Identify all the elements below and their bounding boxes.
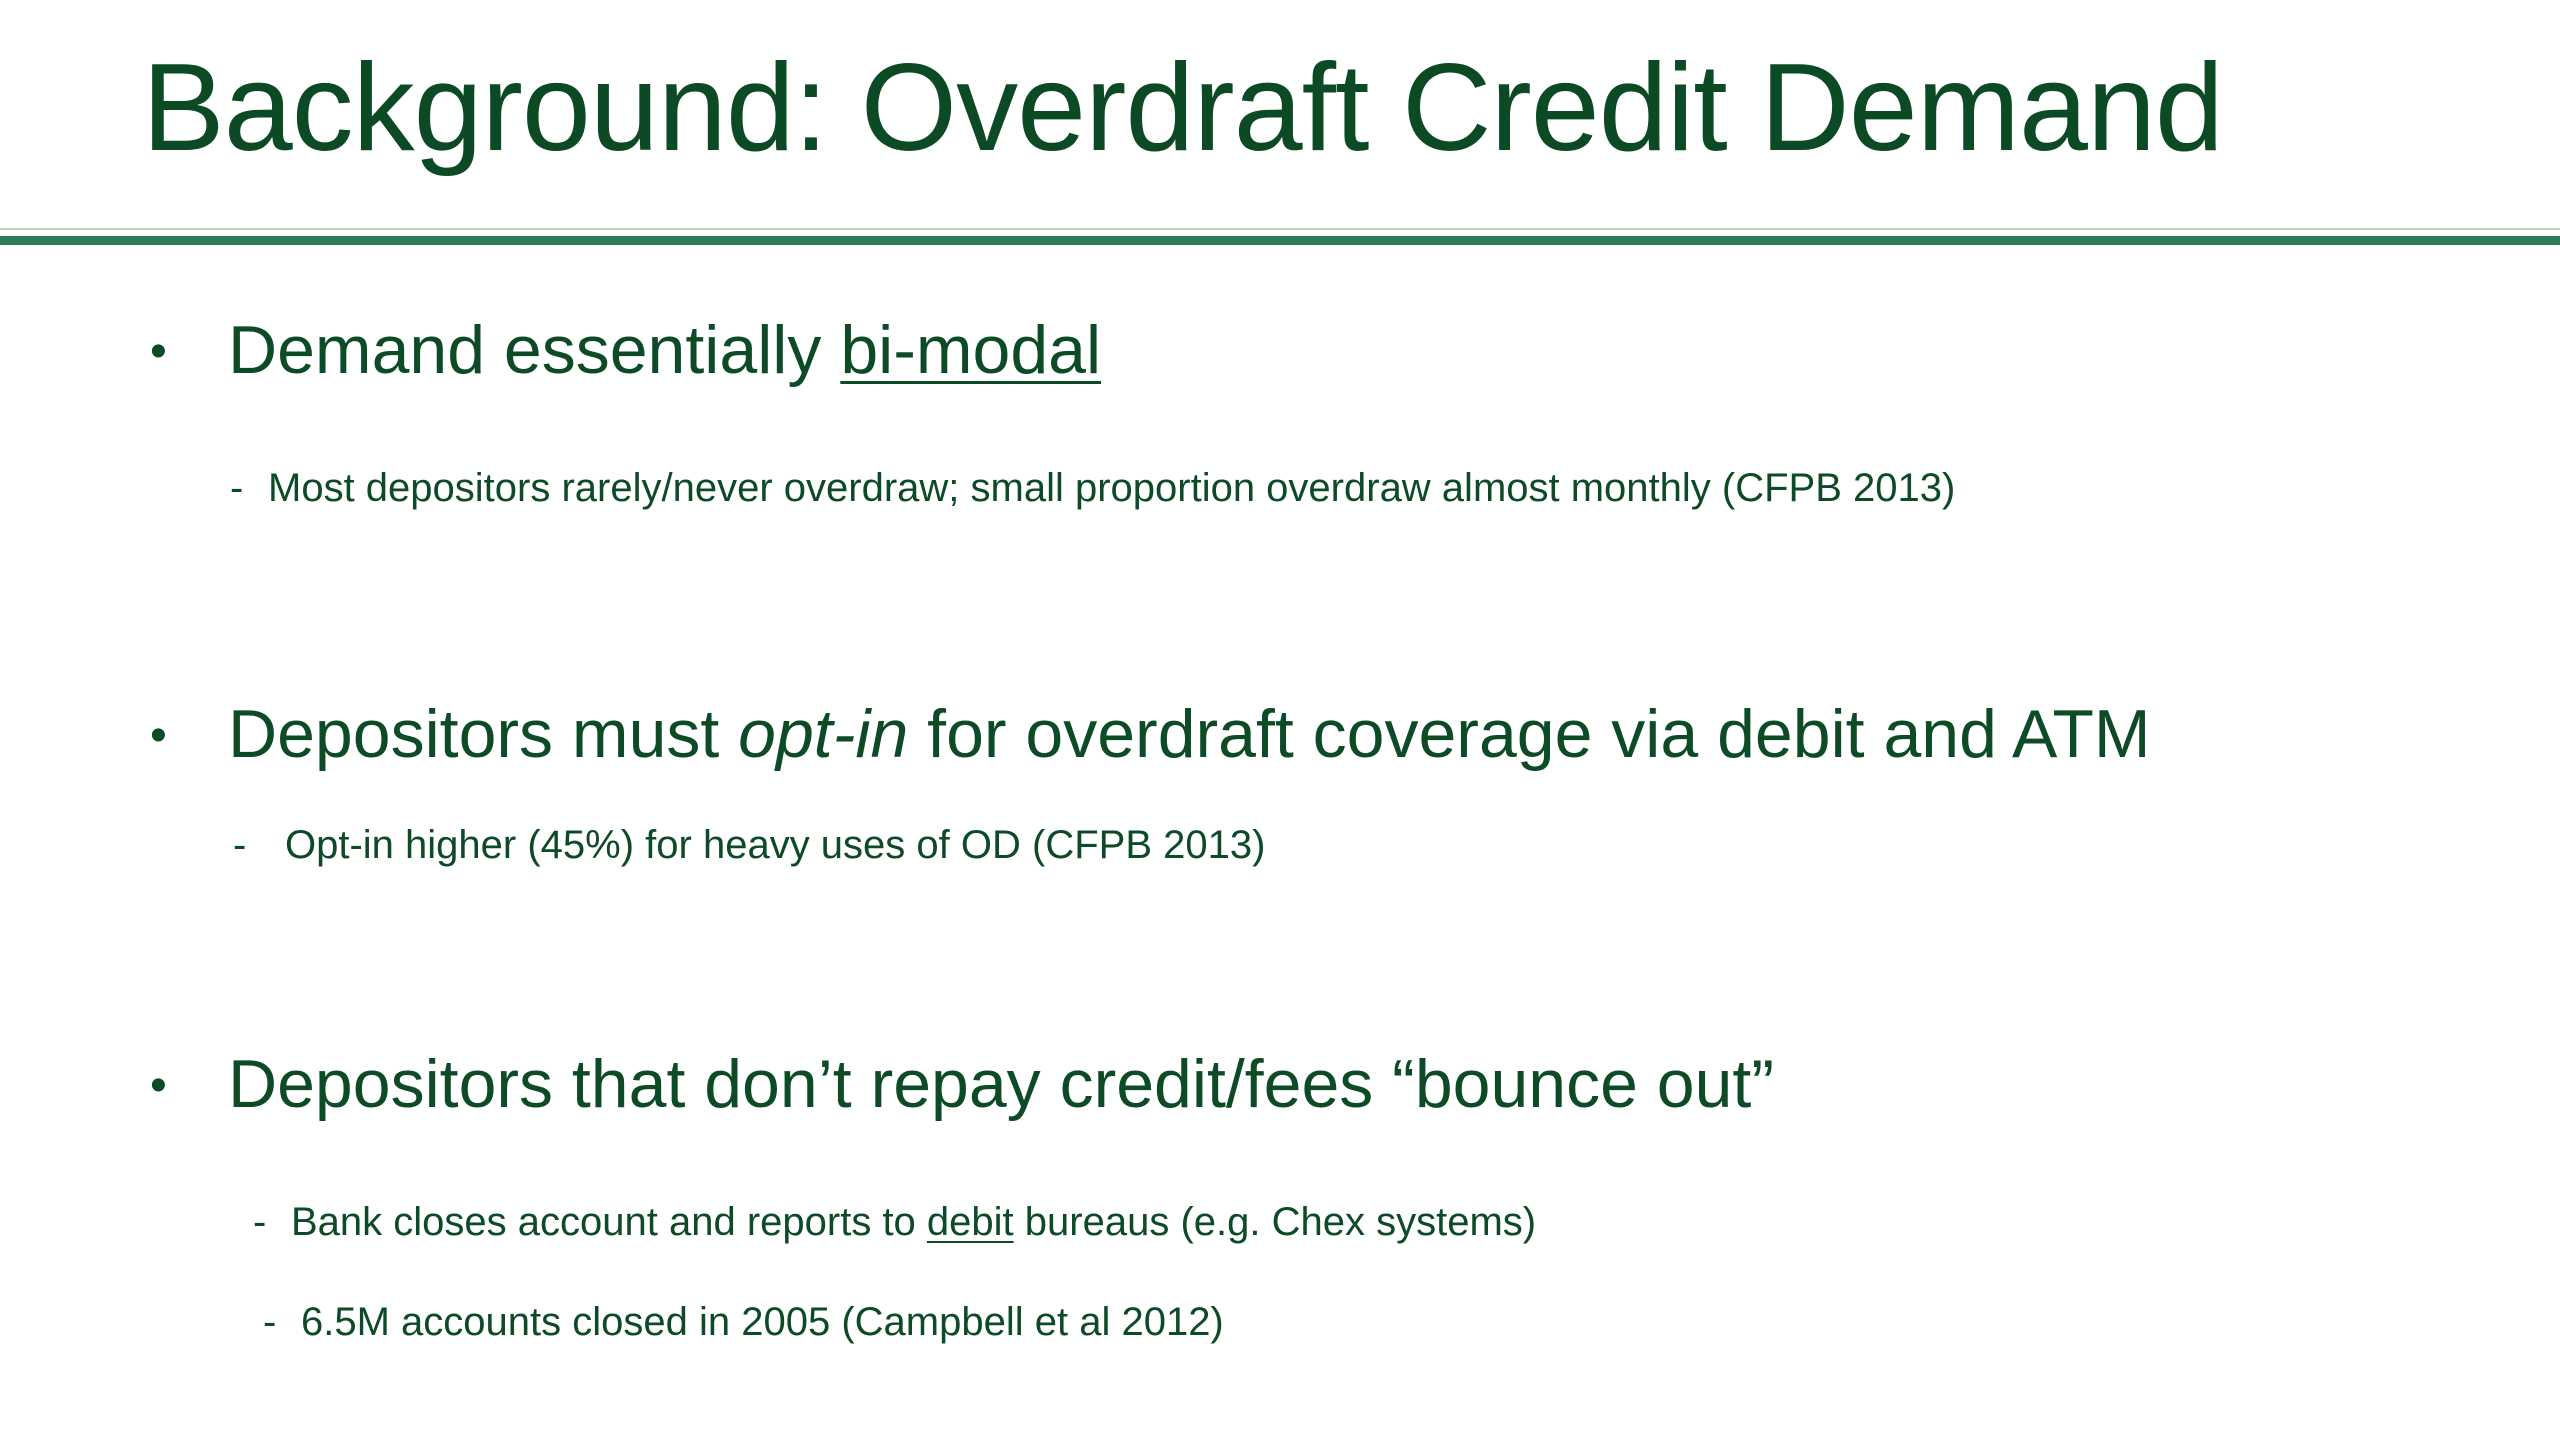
bullet-2-sub-1-text: Opt-in higher (45%) for heavy uses of OD (CFPB 2013) xyxy=(285,823,1266,867)
bullet-3-sub-1-underlined-term: debit xyxy=(926,1200,1014,1244)
sub-bullet-marker: - xyxy=(233,823,247,867)
bullet-marker: • xyxy=(150,325,167,378)
title-divider-thin xyxy=(0,228,2560,230)
bullet-3-sub-1-text-end: bureaus (e.g. Chex systems) xyxy=(1013,1200,1537,1244)
bullet-2-text-end: for overdraft coverage via debit and ATM xyxy=(908,696,2151,772)
bullet-2-sub-1 xyxy=(233,820,1265,870)
bullet-marker: • xyxy=(150,709,167,762)
sub-bullet-marker: - xyxy=(230,466,244,510)
bullet-1-underlined-term: bi-modal xyxy=(840,312,1102,388)
bullet-3-sub-1 xyxy=(253,1197,1536,1247)
bullet-2-italic-term: opt-in xyxy=(738,696,909,772)
bullet-3-sub-2-text: 6.5M accounts closed in 2005 (Campbell et al 2012) xyxy=(301,1300,1224,1344)
bullet-1-text: Demand essentially xyxy=(228,312,841,388)
sub-bullet-marker: - xyxy=(263,1300,277,1344)
bullet-1-sub-1 xyxy=(230,463,1955,513)
bullet-2-text-start: Depositors must xyxy=(228,696,739,772)
slide-title: Background: Overdraft Credit Demand xyxy=(142,39,2223,177)
bullet-1-sub-1-text: Most depositors rarely/never overdraw; small proportion overdraw almost monthly (CFPB 2013) xyxy=(268,466,1956,510)
bullet-2 xyxy=(150,692,2151,778)
bullet-marker: • xyxy=(150,1059,167,1112)
sub-bullet-marker: - xyxy=(253,1200,267,1244)
bullet-3-sub-1-text-start: Bank closes account and reports to xyxy=(291,1200,927,1244)
bullet-3 xyxy=(150,1042,1774,1128)
title-divider xyxy=(0,236,2560,245)
bullet-3-sub-2 xyxy=(263,1297,1224,1347)
bullet-3-text: Depositors that don’t repay credit/fees “bounce out” xyxy=(228,1046,1774,1122)
bullet-1 xyxy=(150,308,1101,394)
